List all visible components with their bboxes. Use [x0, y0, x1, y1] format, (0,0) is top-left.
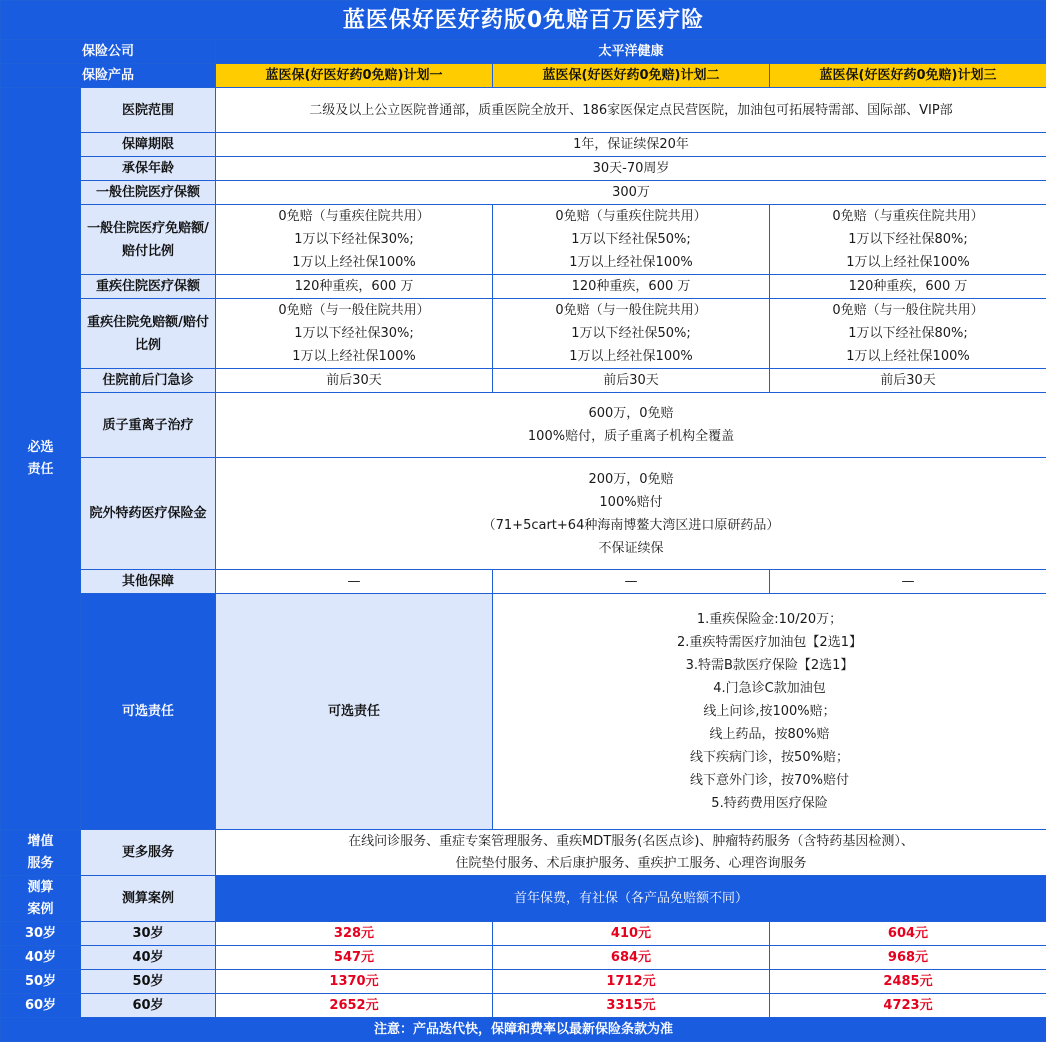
price-plan-1: 2652元	[216, 994, 493, 1018]
outpatient-plan-2: 前后30天	[493, 369, 770, 393]
outpatient-plan-3: 前后30天	[770, 369, 1046, 393]
calc-row-age: 30岁	[1, 922, 81, 946]
text-line: 1万以上经社保100%	[774, 251, 1042, 274]
calc-row-age-label: 40岁	[81, 946, 216, 970]
age-label: 承保年龄	[81, 157, 216, 181]
text-line: 1万以上经社保100%	[774, 345, 1042, 368]
general-deductible-plan-1	[216, 205, 493, 275]
other-plan-3: —	[770, 570, 1046, 594]
critical-amount-label: 重疾住院医疗保额	[81, 275, 216, 299]
outpatient-label: 住院前后门急诊	[81, 369, 216, 393]
text-line: 0免赔（与一般住院共用）	[774, 299, 1042, 322]
company-value: 太平洋健康	[216, 40, 1046, 64]
text-line: 4.门急诊C款加油包	[497, 677, 1042, 700]
added-label: 更多服务	[81, 830, 216, 876]
general-amount-value: 300万	[216, 181, 1046, 205]
text-line: 0免赔（与重疾住院共用）	[220, 205, 488, 228]
text-line: 0免赔（与重疾住院共用）	[774, 205, 1042, 228]
required-group-label: 必选 责任	[1, 88, 81, 830]
page-title: 蓝医保好医好药版0免赔百万医疗险	[1, 1, 1046, 40]
critical-deductible-plan-3	[770, 299, 1046, 369]
text-line: 不保证续保	[220, 537, 1042, 560]
text-line: 600万，0免赔	[220, 402, 1042, 425]
age-value: 30天-70周岁	[216, 157, 1046, 181]
text-line: 1万以下经社保80%;	[774, 322, 1042, 345]
critical-deductible-plan-1	[216, 299, 493, 369]
text-line: 0免赔（与重疾住院共用）	[497, 205, 765, 228]
company-label: 保险公司	[1, 40, 216, 64]
text-line: 1万以上经社保100%	[220, 345, 488, 368]
price-plan-1: 547元	[216, 946, 493, 970]
price-plan-3: 4723元	[770, 994, 1046, 1018]
optional-group-label: 可选责任	[81, 594, 216, 830]
price-plan-2: 1712元	[493, 970, 770, 994]
proton-value	[216, 393, 1046, 458]
calc-row-age-label: 50岁	[81, 970, 216, 994]
calc-header: 首年保费，有社保（各产品免赔额不同）	[216, 876, 1046, 922]
general-amount-label: 一般住院医疗保额	[81, 181, 216, 205]
text-line: 0免赔（与一般住院共用）	[497, 299, 765, 322]
special-drug-label: 院外特药医疗保险金	[81, 458, 216, 570]
text-line: 1万以下经社保30%;	[220, 322, 488, 345]
text-line: 线上问诊,按100%赔；	[497, 700, 1042, 723]
hospital-scope-label: 医院范围	[81, 88, 216, 133]
critical-amount-plan-2: 120种重疾，600 万	[493, 275, 770, 299]
text-line: 1万以下经社保30%;	[220, 228, 488, 251]
calc-row-age-label: 60岁	[81, 994, 216, 1018]
text-line: 1.重疾保险金:10/20万；	[497, 608, 1042, 631]
footer-note: 注意：产品迭代快，保障和费率以最新保险条款为准	[1, 1018, 1046, 1042]
critical-amount-plan-1: 120种重疾，600 万	[216, 275, 493, 299]
price-plan-1: 1370元	[216, 970, 493, 994]
plan-1-header: 蓝医保(好医好药0免赔)计划一	[216, 64, 493, 88]
text-line: 线下意外门诊，按70%赔付	[497, 769, 1042, 792]
period-value: 1年，保证续保20年	[216, 133, 1046, 157]
general-deductible-plan-3	[770, 205, 1046, 275]
calc-row-age: 40岁	[1, 946, 81, 970]
general-deductible-plan-2	[493, 205, 770, 275]
critical-deductible-plan-2	[493, 299, 770, 369]
price-plan-2: 410元	[493, 922, 770, 946]
text-line: 100%赔付	[220, 491, 1042, 514]
other-label: 其他保障	[81, 570, 216, 594]
text-line: 1万以下经社保50%;	[497, 228, 765, 251]
other-plan-1: —	[216, 570, 493, 594]
optional-label: 可选责任	[216, 594, 493, 830]
price-plan-3: 968元	[770, 946, 1046, 970]
text-line: 0免赔（与一般住院共用）	[220, 299, 488, 322]
critical-deductible-label: 重疾住院免赔额/赔付比例	[81, 299, 216, 369]
text-line: 1万以上经社保100%	[220, 251, 488, 274]
price-plan-3: 2485元	[770, 970, 1046, 994]
other-plan-2: —	[493, 570, 770, 594]
proton-label: 质子重离子治疗	[81, 393, 216, 458]
text-line: （71+5cart+64种海南博鳌大湾区进口原研药品）	[220, 514, 1042, 537]
text-line: 100%赔付，质子重离子机构全覆盖	[220, 425, 1042, 448]
text-line: 5.特药费用医疗保险	[497, 792, 1042, 815]
text-line: 住院垫付服务、术后康护服务、重疾护工服务、心理咨询服务	[220, 853, 1042, 875]
outpatient-plan-1: 前后30天	[216, 369, 493, 393]
text-line: 2.重疾特需医疗加油包【2选1】	[497, 631, 1042, 654]
product-label: 保险产品	[1, 64, 216, 88]
period-label: 保障期限	[81, 133, 216, 157]
price-plan-1: 328元	[216, 922, 493, 946]
calc-row-age: 50岁	[1, 970, 81, 994]
added-group-label: 增值 服务	[1, 830, 81, 876]
text-line: 1万以下经社保50%;	[497, 322, 765, 345]
price-plan-2: 3315元	[493, 994, 770, 1018]
calc-label: 测算案例	[81, 876, 216, 922]
calc-row-age-label: 30岁	[81, 922, 216, 946]
critical-amount-plan-3: 120种重疾，600 万	[770, 275, 1046, 299]
text-line: 1万以上经社保100%	[497, 345, 765, 368]
text-line: 在线问诊服务、重症专案管理服务、重疾MDT服务(名医点诊)、肿瘤特药服务（含特药基因检测）、	[220, 831, 1042, 853]
text-line: 1万以上经社保100%	[497, 251, 765, 274]
price-plan-3: 604元	[770, 922, 1046, 946]
text-line: 线下疾病门诊，按50%赔；	[497, 746, 1042, 769]
text-line: 200万，0免赔	[220, 468, 1042, 491]
hospital-scope-value: 二级及以上公立医院普通部，质重医院全放开、186家医保定点民营医院，加油包可拓展特需部、国际部、VIP部	[216, 88, 1046, 133]
text-line: 3.特需B款医疗保险【2选1】	[497, 654, 1042, 677]
price-plan-2: 684元	[493, 946, 770, 970]
text-line: 线上药品，按80%赔	[497, 723, 1042, 746]
calc-group-label: 测算 案例	[1, 876, 81, 922]
plan-3-header: 蓝医保(好医好药0免赔)计划三	[770, 64, 1046, 88]
special-drug-value	[216, 458, 1046, 570]
added-value	[216, 830, 1046, 876]
plan-2-header: 蓝医保(好医好药0免赔)计划二	[493, 64, 770, 88]
optional-value	[493, 594, 1046, 830]
text-line: 1万以下经社保80%;	[774, 228, 1042, 251]
general-deductible-label: 一般住院医疗免赔额/赔付比例	[81, 205, 216, 275]
calc-row-age: 60岁	[1, 994, 81, 1018]
